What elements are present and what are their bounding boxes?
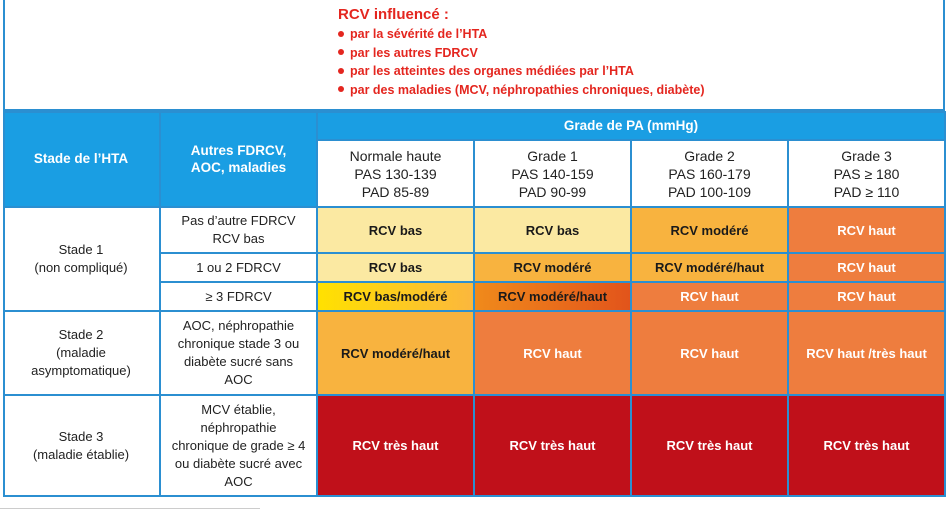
header-grade-normal-high: Normale haute PAS 130-139 PAD 85-89	[318, 141, 475, 208]
stage-3-label: Stade 3 (maladie établie)	[3, 396, 161, 497]
risk-note-item: par des maladies (MCV, néphropathies chroniques, diabète)	[338, 81, 705, 100]
header-stage: Stade de l’HTA	[3, 111, 161, 208]
risk-matrix-table	[3, 111, 946, 497]
risk-cell: RCV très haut	[475, 396, 632, 497]
bullet-icon	[338, 86, 344, 92]
risk-cell: RCV modéré/haut	[632, 254, 789, 283]
condition-1-2-risk-factors: 1 ou 2 FDRCV	[161, 254, 318, 283]
risk-cell: RCV haut	[789, 208, 946, 254]
header-grade-2: Grade 2 PAS 160-179 PAD 100-109	[632, 141, 789, 208]
risk-cell: RCV très haut	[632, 396, 789, 497]
risk-cell: RCV bas	[318, 254, 475, 283]
risk-cell: RCV bas/modéré	[318, 283, 475, 312]
header-other-factors: Autres FDRCV, AOC, maladies	[161, 111, 318, 208]
condition-organ-damage: AOC, néphropathie chronique stade 3 ou diabète sucré sans AOC	[161, 312, 318, 396]
risk-cell: RCV très haut	[318, 396, 475, 497]
condition-3-plus-risk-factors: ≥ 3 FDRCV	[161, 283, 318, 312]
risk-cell: RCV haut	[632, 312, 789, 396]
risk-note-item: par les atteintes des organes médiées par l’HTA	[338, 62, 705, 81]
condition-no-other-risk: Pas d’autre FDRCV RCV bas	[161, 208, 318, 254]
stage-1-label: Stade 1 (non compliqué)	[3, 208, 161, 312]
risk-cell: RCV bas	[318, 208, 475, 254]
bullet-icon	[338, 49, 344, 55]
risk-cell: RCV très haut	[789, 396, 946, 497]
condition-established-disease: MCV établie, néphropathie chronique de grade ≥ 4 ou diabète sucré avec AOC	[161, 396, 318, 497]
risk-note-item: par les autres FDRCV	[338, 44, 705, 63]
risk-cell: RCV haut	[475, 312, 632, 396]
risk-cell: RCV haut	[789, 254, 946, 283]
header-grade-title: Grade de PA (mmHg)	[318, 111, 946, 141]
risk-note-box	[3, 0, 945, 111]
bullet-icon	[338, 31, 344, 37]
risk-note-item: par la sévérité de l’HTA	[338, 25, 705, 44]
risk-cell: RCV bas	[475, 208, 632, 254]
risk-cell: RCV modéré/haut	[475, 283, 632, 312]
bullet-icon	[338, 68, 344, 74]
risk-cell: RCV haut	[789, 283, 946, 312]
risk-note-title: RCV influencé :	[338, 6, 449, 23]
risk-cell: RCV haut /très haut	[789, 312, 946, 396]
footer-divider	[0, 508, 260, 509]
header-grade-1: Grade 1 PAS 140-159 PAD 90-99	[475, 141, 632, 208]
risk-cell: RCV haut	[632, 283, 789, 312]
header-grade-3: Grade 3 PAS ≥ 180 PAD ≥ 110	[789, 141, 946, 208]
risk-cell: RCV modéré/haut	[318, 312, 475, 396]
risk-cell: RCV modéré	[632, 208, 789, 254]
risk-note-list	[338, 25, 705, 99]
risk-cell: RCV modéré	[475, 254, 632, 283]
stage-2-label: Stade 2 (maladie asymptomatique)	[3, 312, 161, 396]
